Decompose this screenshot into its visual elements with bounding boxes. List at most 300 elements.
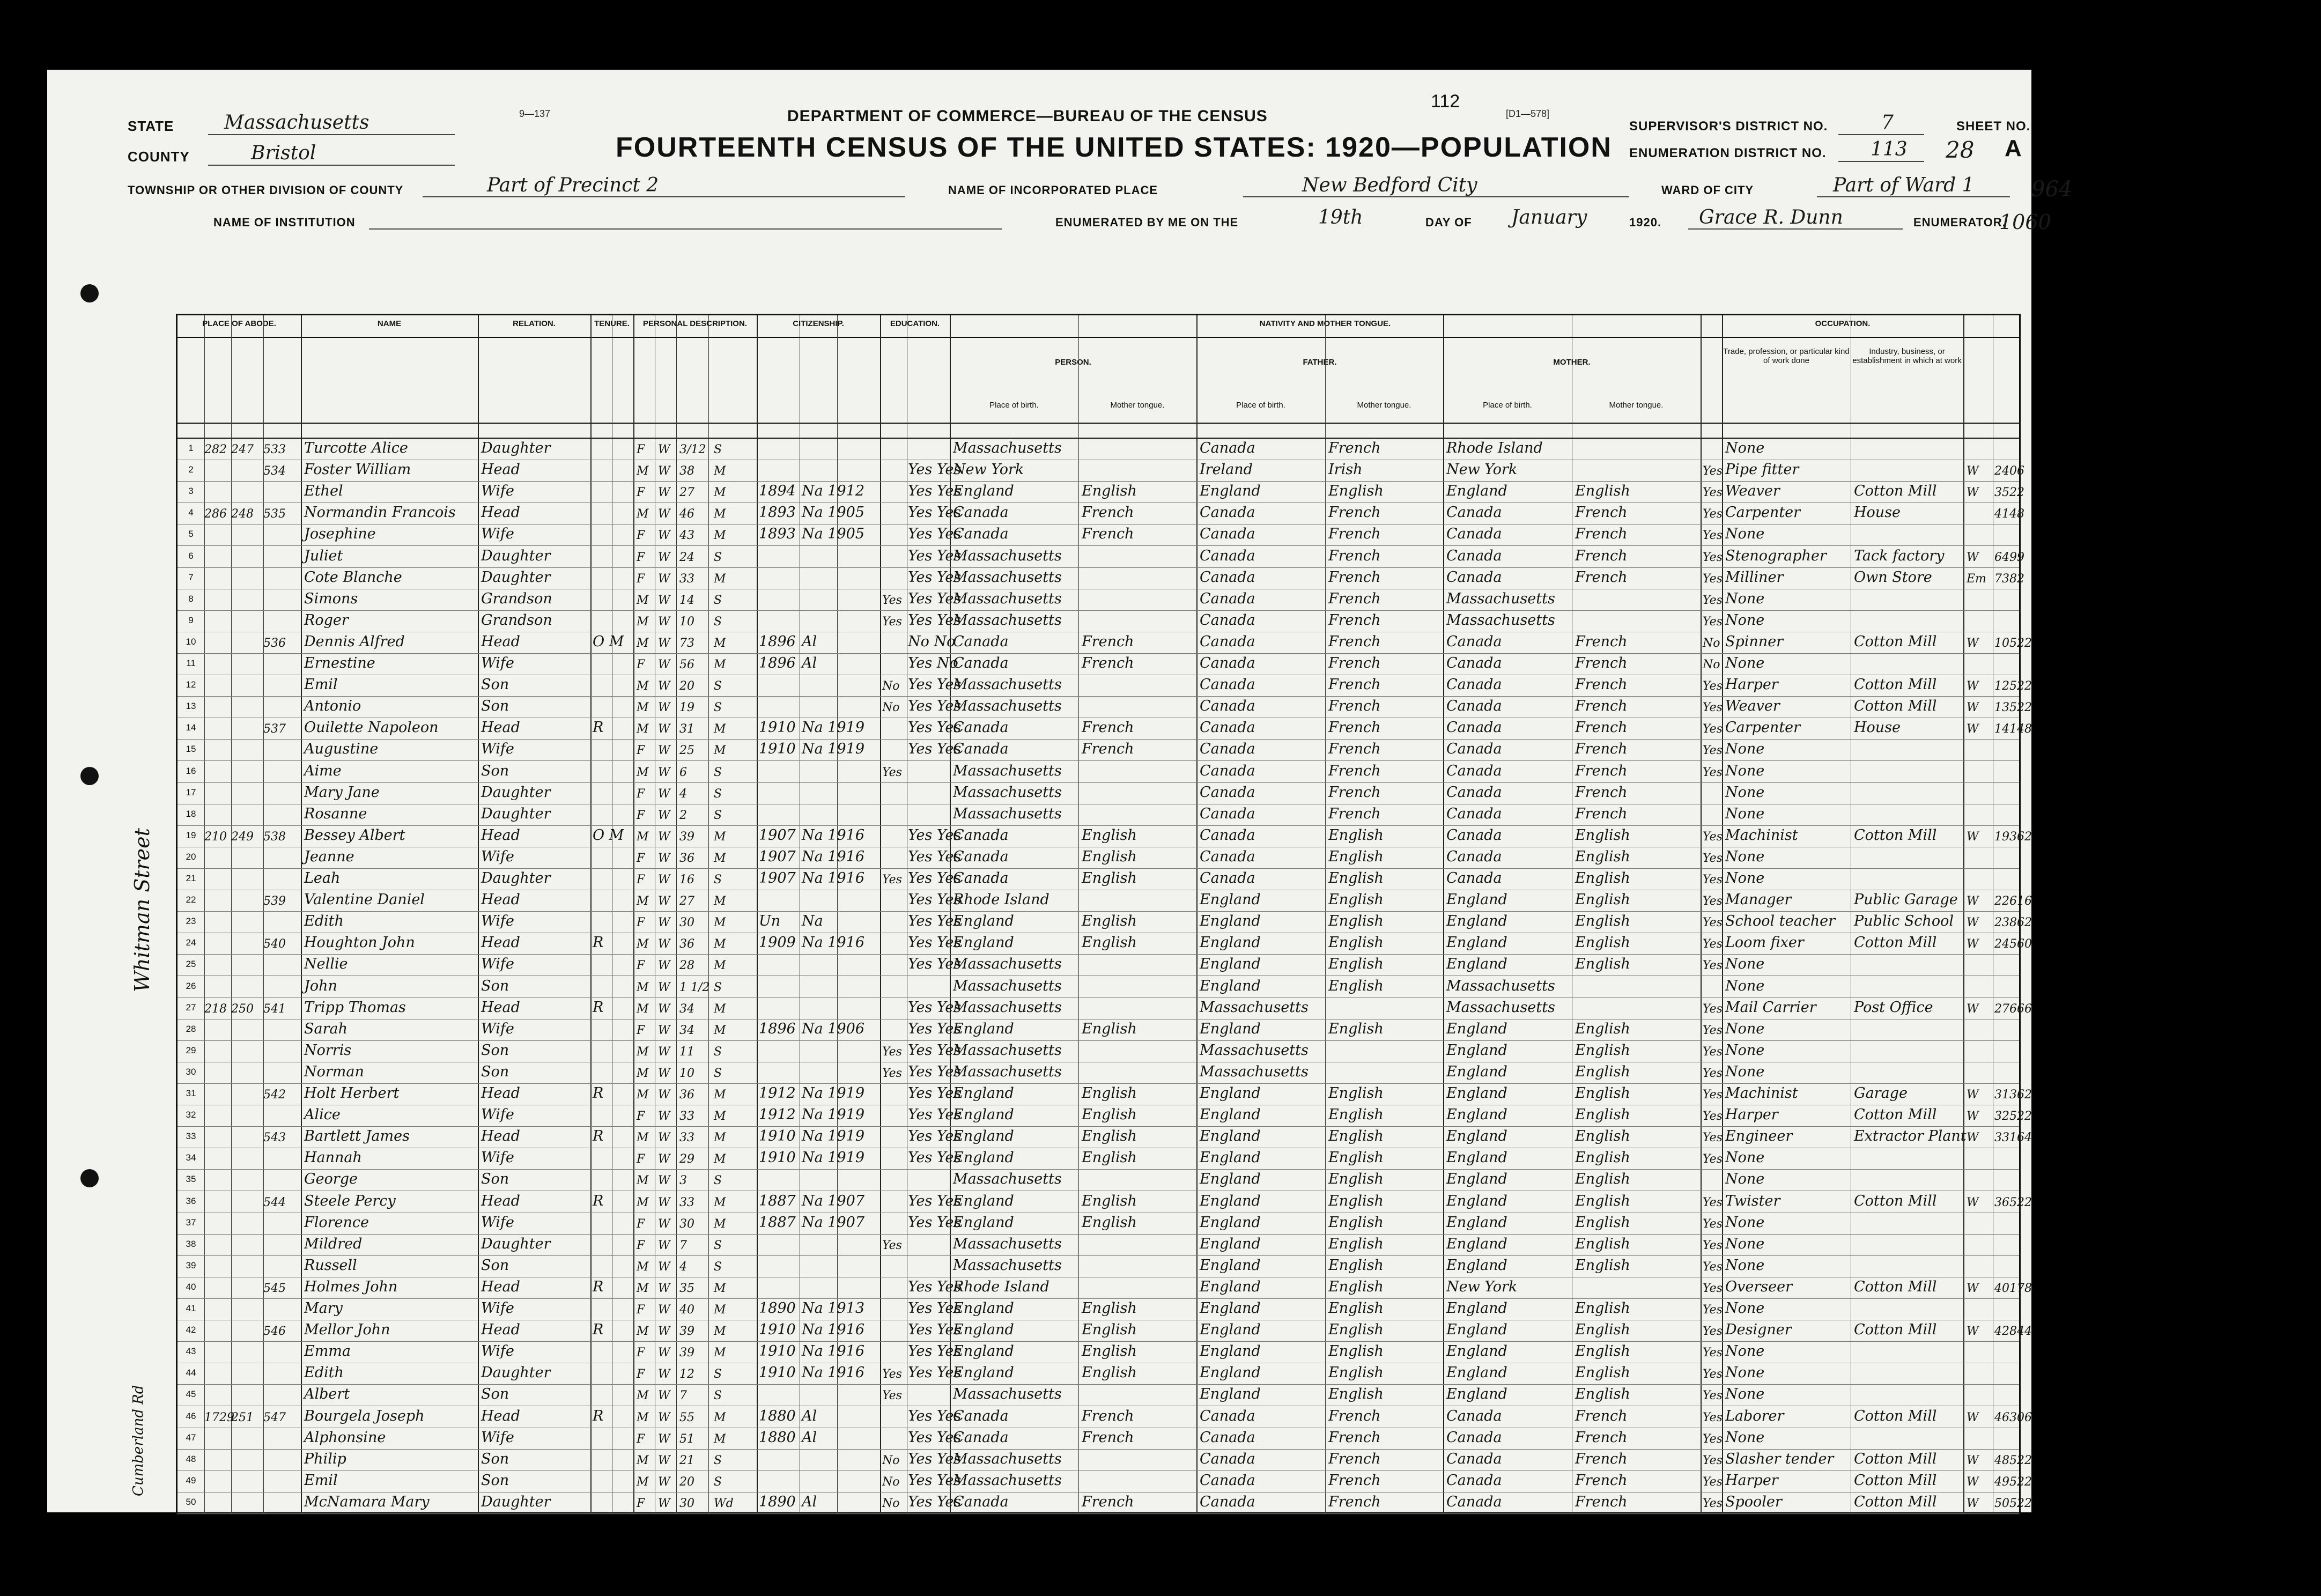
speaks-english: Yes: [1703, 1217, 1723, 1231]
father-tongue: French: [1328, 655, 1381, 671]
sheet-label: SHEET NO.: [1956, 119, 2031, 134]
row-number: 30: [186, 1066, 196, 1077]
mother-mother-tongue: English: [1575, 483, 1630, 500]
age: 30: [679, 1217, 694, 1231]
marital-status: M: [714, 486, 726, 500]
read-write: Yes Yes: [908, 1214, 962, 1231]
sex: F: [637, 572, 645, 586]
speaks-english: Yes: [1703, 937, 1723, 951]
tenure: O M: [593, 633, 624, 650]
tenure: R: [593, 999, 604, 1016]
occupation-code: 13522: [1994, 701, 2032, 715]
read-write: Yes Yes: [908, 590, 962, 607]
table-row: [178, 1320, 2032, 1342]
occupation-code: 6499: [1994, 550, 2024, 564]
mother-mother-tongue: English: [1575, 1235, 1630, 1252]
census-table: [176, 314, 2032, 1515]
attended-school: Yes: [882, 873, 902, 886]
speaks-english: No: [1703, 658, 1720, 671]
read-write: Yes Yes: [908, 891, 962, 908]
relation: Wife: [481, 1020, 514, 1037]
mother-birthplace: Canada: [1446, 568, 1502, 586]
birthplace: Massachusetts: [953, 977, 1062, 994]
age: 40: [679, 1303, 694, 1317]
age: 25: [679, 744, 694, 758]
mother-mother-tongue: French: [1575, 633, 1628, 650]
row-number: 1: [188, 443, 194, 453]
dwelling-number: 250: [231, 1002, 254, 1016]
mother-mother-tongue: French: [1575, 1450, 1628, 1467]
sex: F: [637, 1152, 645, 1166]
occupation-code: 23862: [1994, 916, 2032, 930]
relation: Daughter: [481, 1493, 551, 1510]
house-number: 286: [204, 507, 227, 521]
age: 39: [679, 830, 694, 844]
row-number: 29: [186, 1045, 196, 1055]
race: W: [658, 1346, 670, 1360]
row-number: 25: [186, 959, 196, 970]
race: W: [658, 464, 670, 478]
age: 36: [679, 851, 694, 865]
table-row: [178, 998, 2032, 1019]
punch-hole: [80, 1169, 99, 1187]
mother-birthplace: England: [1446, 1041, 1507, 1059]
mother-mother-tongue: English: [1575, 1063, 1630, 1080]
row-number: 27: [186, 1002, 196, 1013]
sex: F: [637, 1023, 645, 1037]
person-name: Antonio: [304, 698, 361, 715]
occupation-code: 10522: [1994, 636, 2032, 650]
father-tongue: French: [1328, 1407, 1381, 1424]
tenure: R: [593, 719, 604, 736]
father-tongue: English: [1328, 934, 1384, 951]
day-of-label: DAY OF: [1425, 216, 1472, 229]
birthplace: England: [953, 1214, 1014, 1231]
age: 1 1/2: [679, 980, 710, 994]
mother-mother-tongue: English: [1575, 1300, 1630, 1317]
occupation-code: 4148: [1994, 507, 2024, 521]
trade: None: [1725, 784, 1765, 801]
table-row: [178, 804, 2019, 826]
relation: Head: [481, 1128, 520, 1145]
father-tongue: English: [1328, 1364, 1384, 1381]
row-number: 41: [186, 1303, 196, 1313]
family-number: 540: [263, 937, 286, 951]
birthplace: Massachusetts: [953, 762, 1062, 779]
sex: F: [637, 529, 645, 543]
trade: None: [1725, 1149, 1765, 1166]
sex: M: [637, 615, 649, 629]
birthplace: England: [953, 1020, 1014, 1037]
trade: None: [1725, 1257, 1765, 1274]
age: 10: [679, 1066, 694, 1080]
mother-tongue: French: [1082, 655, 1134, 671]
header-name: NAME: [377, 319, 402, 328]
industry: Cotton Mill: [1854, 826, 1937, 844]
industry: Tack factory: [1854, 547, 1945, 564]
attended-school: Yes: [882, 1389, 902, 1403]
mother-tongue: English: [1082, 1321, 1137, 1339]
table-row: [178, 460, 2024, 482]
attended-school: Yes: [882, 1045, 902, 1059]
person-name: Emil: [304, 676, 338, 693]
father-tongue: French: [1328, 1450, 1381, 1467]
father-birthplace: Canada: [1200, 440, 1255, 456]
relation: Grandson: [481, 590, 552, 607]
table-row: [178, 611, 2019, 632]
industry: Cotton Mill: [1854, 1472, 1937, 1489]
marital-status: M: [714, 507, 726, 521]
industry: House: [1854, 504, 1901, 521]
speaks-english: Yes: [1703, 464, 1723, 478]
person-name: Philip: [304, 1450, 346, 1467]
race: W: [658, 507, 670, 521]
mother-tongue: English: [1082, 1106, 1137, 1124]
mother-mother-tongue: English: [1575, 1214, 1630, 1231]
mother-birthplace: Canada: [1446, 1493, 1502, 1510]
age: 34: [679, 1002, 694, 1016]
table-row: [178, 1192, 2032, 1213]
marital-status: M: [714, 1281, 726, 1295]
table-row: [178, 1256, 2019, 1277]
header-mt-person: Mother tongue.: [1110, 401, 1165, 410]
row-number: 24: [186, 937, 196, 948]
father-tongue: English: [1328, 891, 1384, 908]
mother-birthplace: Canada: [1446, 633, 1502, 650]
read-write: Yes Yes: [908, 913, 962, 930]
sheet-value: 28: [1946, 137, 1975, 163]
incorporated-label: NAME OF INCORPORATED PLACE: [948, 183, 1158, 197]
birthplace: Canada: [953, 741, 1009, 758]
marital-status: S: [714, 787, 722, 801]
person-name: Mary Jane: [304, 784, 380, 801]
occupation-code: 27666: [1994, 1002, 2032, 1016]
table-row: [178, 1385, 2019, 1406]
naturalization: Na 1919: [802, 1085, 865, 1102]
relation: Head: [481, 719, 520, 736]
tenure: R: [593, 1128, 604, 1145]
relation: Daughter: [481, 805, 551, 822]
occupation-code: 32522: [1994, 1110, 2032, 1124]
relation: Wife: [481, 741, 514, 758]
family-number: 536: [263, 636, 286, 650]
race: W: [658, 1174, 670, 1188]
person-name: Holmes John: [304, 1278, 398, 1295]
father-tongue: French: [1328, 805, 1381, 822]
birthplace: Canada: [953, 504, 1009, 521]
father-tongue: English: [1328, 848, 1384, 865]
relation: Wife: [481, 1343, 514, 1360]
age: 6: [679, 765, 687, 779]
sex: M: [637, 1066, 649, 1080]
birthplace: England: [953, 934, 1014, 951]
house-number: 210: [204, 830, 227, 844]
age: 7: [679, 1389, 687, 1403]
race: W: [658, 443, 670, 456]
relation: Head: [481, 934, 520, 951]
speaks-english: Yes: [1703, 1195, 1723, 1209]
occupation-code: 50522: [1994, 1496, 2032, 1510]
age: 33: [679, 1195, 694, 1209]
marital-status: M: [714, 1410, 726, 1424]
table-row: [178, 783, 2019, 804]
father-birthplace: England: [1200, 483, 1261, 500]
trade: None: [1725, 1171, 1765, 1188]
trade: Manager: [1725, 891, 1792, 908]
industry: Cotton Mill: [1854, 934, 1937, 951]
mother-tongue: English: [1082, 826, 1137, 844]
father-birthplace: England: [1200, 1257, 1261, 1274]
marital-status: S: [714, 873, 722, 886]
person-name: Valentine Daniel: [304, 891, 425, 908]
mother-mother-tongue: French: [1575, 1429, 1628, 1446]
class-of-worker: W: [1967, 464, 1979, 478]
row-number: 15: [186, 744, 196, 755]
trade: School teacher: [1725, 913, 1836, 930]
father-birthplace: England: [1200, 913, 1261, 930]
father-birthplace: Canada: [1200, 568, 1255, 586]
read-write: Yes Yes: [908, 1149, 962, 1166]
table-row: [178, 912, 2032, 933]
trade: None: [1725, 870, 1765, 886]
race: W: [658, 1045, 670, 1059]
age: 30: [679, 916, 694, 930]
mother-birthplace: England: [1446, 1257, 1507, 1274]
mother-tongue: English: [1082, 1020, 1137, 1037]
binding-holes: [47, 70, 154, 1512]
race: W: [658, 1368, 670, 1381]
birthplace: Massachusetts: [953, 1235, 1062, 1252]
table-row: [178, 762, 2019, 783]
naturalization: Al: [802, 1407, 817, 1424]
father-birthplace: Massachusetts: [1200, 999, 1309, 1016]
trade: Weaver: [1725, 698, 1780, 715]
race: W: [658, 744, 670, 758]
relation: Son: [481, 1171, 509, 1188]
father-tongue: French: [1328, 676, 1381, 693]
industry: Cotton Mill: [1854, 1106, 1937, 1124]
occupation-code: 24560: [1994, 937, 2032, 951]
birthplace: Canada: [953, 848, 1009, 865]
read-write: Yes Yes: [908, 1063, 962, 1080]
read-write: Yes Yes: [908, 1041, 962, 1059]
header-mt-father: Mother tongue.: [1357, 401, 1411, 410]
father-birthplace: Canada: [1200, 676, 1255, 693]
father-birthplace: Canada: [1200, 1407, 1255, 1424]
sex: M: [637, 1325, 649, 1339]
father-birthplace: England: [1200, 934, 1261, 951]
mother-tongue: English: [1082, 483, 1137, 500]
punch-hole: [80, 767, 99, 785]
naturalization: Na 1912: [802, 483, 865, 500]
relation: Daughter: [481, 440, 551, 456]
sex: M: [637, 1002, 649, 1016]
header-pob-person: Place of birth.: [989, 401, 1039, 410]
father-birthplace: England: [1200, 1386, 1261, 1403]
naturalization: Na 1907: [802, 1192, 865, 1209]
trade: Mail Carrier: [1725, 999, 1816, 1016]
age: 10: [679, 615, 694, 629]
industry: Public Garage: [1854, 891, 1958, 908]
industry: Cotton Mill: [1854, 483, 1937, 500]
table-row: [178, 1235, 2019, 1256]
speaks-english: Yes: [1703, 830, 1723, 844]
age: 56: [679, 658, 694, 671]
margin-note-2: 1060: [1999, 210, 2051, 234]
speaks-english: Yes: [1703, 722, 1723, 736]
family-number: 541: [263, 1002, 286, 1016]
tenure: R: [593, 1321, 604, 1339]
race: W: [658, 1432, 670, 1446]
father-tongue: French: [1328, 762, 1381, 779]
tenure: R: [593, 1278, 604, 1295]
immigration-year: 1887: [759, 1192, 796, 1209]
mother-mother-tongue: French: [1575, 762, 1628, 779]
person-name: Edith: [304, 1364, 344, 1381]
read-write: No No: [908, 633, 956, 650]
age: 38: [679, 464, 694, 478]
mother-mother-tongue: French: [1575, 741, 1628, 758]
header-person: PERSON.: [1055, 358, 1091, 367]
birthplace: Canada: [953, 1429, 1009, 1446]
trade: Twister: [1725, 1192, 1780, 1209]
father-birthplace: Canada: [1200, 611, 1255, 629]
mother-birthplace: England: [1446, 1128, 1507, 1145]
relation: Wife: [481, 913, 514, 930]
person-name: Ethel: [304, 483, 343, 500]
marital-status: S: [714, 1453, 722, 1467]
age: 46: [679, 507, 694, 521]
father-birthplace: Canada: [1200, 826, 1255, 844]
speaks-english: Yes: [1703, 1475, 1723, 1489]
immigration-year: 1880: [759, 1407, 796, 1424]
age: 4: [679, 1260, 687, 1274]
trade: Weaver: [1725, 483, 1780, 500]
speaks-english: Yes: [1703, 550, 1723, 564]
row-number: 42: [186, 1325, 196, 1335]
father-tongue: English: [1328, 1171, 1384, 1188]
age: 14: [679, 593, 694, 607]
read-write: Yes Yes: [908, 1192, 962, 1209]
naturalization: Na 1907: [802, 1214, 865, 1231]
speaks-english: Yes: [1703, 1325, 1723, 1339]
marital-status: S: [714, 1368, 722, 1381]
birthplace: Massachusetts: [953, 784, 1062, 801]
mother-birthplace: England: [1446, 934, 1507, 951]
read-write: Yes Yes: [908, 1128, 962, 1145]
age: 16: [679, 873, 694, 886]
marital-status: S: [714, 679, 722, 693]
relation: Son: [481, 1386, 509, 1403]
punch-hole: [80, 284, 99, 302]
industry: Cotton Mill: [1854, 633, 1937, 650]
birthplace: Rhode Island: [953, 891, 1049, 908]
father-tongue: French: [1328, 547, 1381, 564]
sex: M: [637, 1131, 649, 1145]
trade: None: [1725, 848, 1765, 865]
trade: Loom fixer: [1725, 934, 1804, 951]
sex: M: [637, 1389, 649, 1403]
header-industry: Industry, business, or establishment in which at work: [1852, 347, 1962, 365]
relation: Head: [481, 891, 520, 908]
family-number: 538: [263, 830, 286, 844]
race: W: [658, 722, 670, 736]
read-write: Yes Yes: [908, 1106, 962, 1124]
age: 55: [679, 1410, 694, 1424]
row-number: 40: [186, 1281, 196, 1292]
trade: Pipe fitter: [1725, 461, 1799, 478]
naturalization: Na: [802, 913, 823, 930]
enumerator-name: Grace R. Dunn: [1699, 206, 1843, 228]
father-birthplace: Canada: [1200, 547, 1255, 564]
relation: Head: [481, 826, 520, 844]
naturalization: Na 1919: [802, 1106, 865, 1124]
naturalization: Na 1919: [802, 741, 865, 758]
attended-school: No: [882, 1453, 900, 1467]
family-number: 545: [263, 1281, 286, 1295]
read-write: Yes Yes: [908, 1472, 962, 1489]
father-tongue: English: [1328, 1321, 1384, 1339]
marital-status: S: [714, 1260, 722, 1274]
race: W: [658, 593, 670, 607]
race: W: [658, 1496, 670, 1510]
read-write: Yes Yes: [908, 1407, 962, 1424]
naturalization: Na 1916: [802, 934, 865, 951]
row-number: 47: [186, 1432, 196, 1443]
enumerated-month: January: [1511, 206, 1587, 228]
trade: Machinist: [1725, 1085, 1798, 1102]
class-of-worker: W: [1967, 1410, 1979, 1424]
trade: None: [1725, 956, 1765, 973]
mother-tongue: English: [1082, 1128, 1137, 1145]
row-number: 19: [186, 830, 196, 840]
birthplace: England: [953, 1128, 1014, 1145]
street-name-2: Cumberland Rd: [130, 1385, 146, 1496]
mother-mother-tongue: English: [1575, 1171, 1630, 1188]
mother-mother-tongue: French: [1575, 719, 1628, 736]
read-write: Yes Yes: [908, 826, 962, 844]
marital-status: S: [714, 1045, 722, 1059]
age: 7: [679, 1238, 687, 1252]
immigration-year: 1893: [759, 504, 796, 521]
speaks-english: Yes: [1703, 1410, 1723, 1424]
mother-birthplace: Canada: [1446, 826, 1502, 844]
sex: F: [637, 1496, 645, 1510]
father-birthplace: England: [1200, 891, 1261, 908]
father-birthplace: Canada: [1200, 719, 1255, 736]
immigration-year: 1907: [759, 826, 796, 844]
mother-birthplace: Canada: [1446, 1450, 1502, 1467]
mother-birthplace: Canada: [1446, 526, 1502, 543]
person-name: Nellie: [304, 956, 348, 973]
father-tongue: English: [1328, 826, 1384, 844]
person-name: Edith: [304, 913, 344, 930]
trade: None: [1725, 1041, 1765, 1059]
header-place-of-abode: PLACE OF ABODE.: [202, 319, 276, 328]
trade: None: [1725, 440, 1765, 456]
relation: Wife: [481, 1214, 514, 1231]
table-row: [178, 1127, 2032, 1148]
immigration-year: 1896: [759, 1020, 796, 1037]
speaks-english: Yes: [1703, 1110, 1723, 1124]
father-tongue: English: [1328, 1257, 1384, 1274]
father-birthplace: Canada: [1200, 848, 1255, 865]
birthplace: Massachusetts: [953, 805, 1062, 822]
trade: None: [1725, 1063, 1765, 1080]
birthplace: England: [953, 1106, 1014, 1124]
naturalization: Na 1916: [802, 848, 865, 865]
occupation-code: 22616: [1994, 895, 2032, 908]
